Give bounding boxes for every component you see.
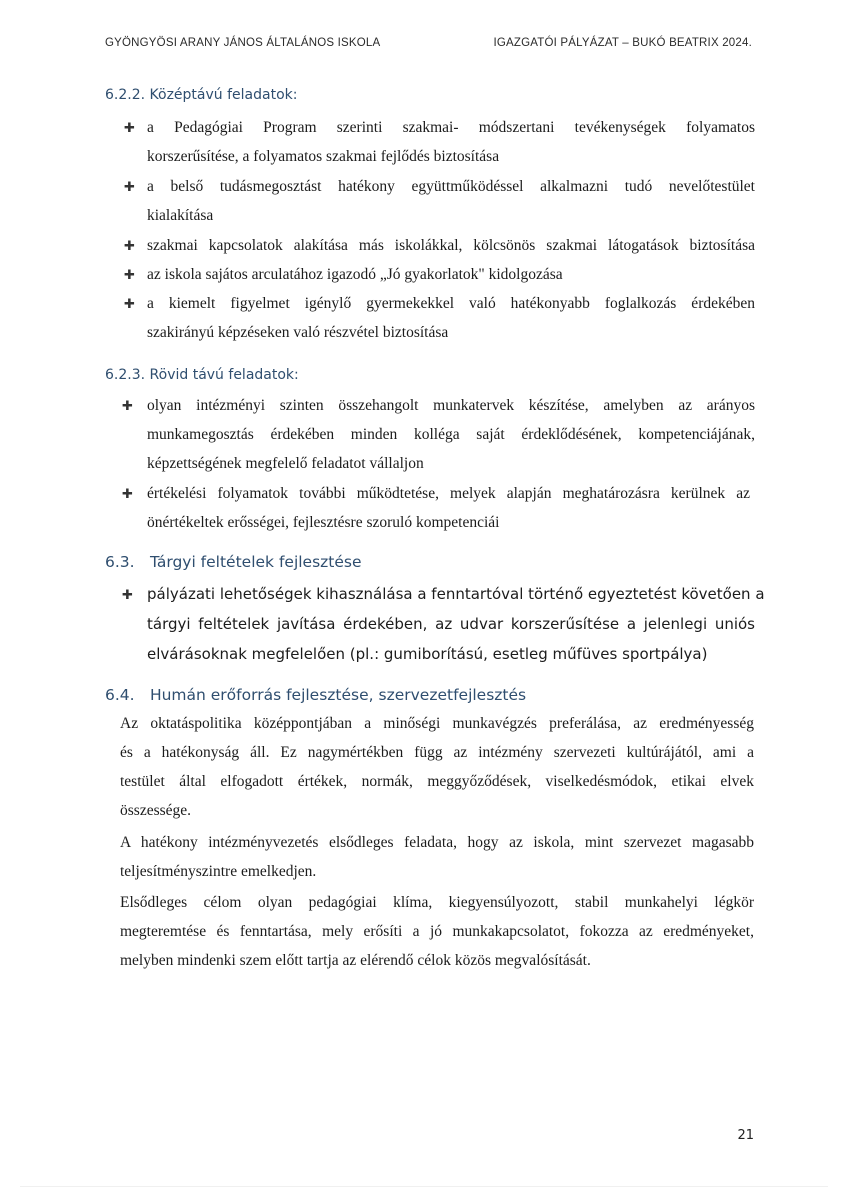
list-item-line: szakirányú képzéseken való részvétel biztosítása <box>147 324 449 341</box>
section-title: Középtávú feladatok: <box>149 87 298 103</box>
paragraph-line: A hatékony intézményvezetés elsődleges feladata, hogy az iskola, mint szervezet magasabb <box>120 834 754 851</box>
header-document-title: IGAZGATÓI PÁLYÁZAT – BUKÓ BEATRIX 2024. <box>493 37 752 49</box>
section-heading-6-4 <box>105 686 526 704</box>
paragraph-line: Az oktatáspolitika középpontjában a minőségi munkavégzés preferálása, az eredményesség <box>120 715 754 732</box>
list-item-line: kialakítása <box>147 207 214 224</box>
list-item-line: munkamegosztás érdekében minden kolléga saját érdeklődésének, kompetenciájának, <box>147 426 755 443</box>
paragraph-line: melyben mindenki szem előtt tartja az elérendő célok közös megvalósítását. <box>120 952 591 969</box>
list-item-line: értékelési folyamatok további működtetése, melyek alapján meghatározásra kerülnek az <box>147 485 750 502</box>
bullet-icon: ✚ <box>122 399 133 414</box>
list-item-line: az iskola sajátos arculatához igazodó „Jó gyakorlatok" kidolgozása <box>147 266 563 283</box>
list-item-line: képzettségének megfelelő feladatot vállaljon <box>147 455 424 472</box>
list-item-line: szakmai kapcsolatok alakítása más iskolákkal, kölcsönös szakmai látogatások biztosítása <box>147 237 755 254</box>
list-item-line: korszerűsítése, a folyamatos szakmai fejlődés biztosítása <box>147 148 500 165</box>
page-header <box>105 37 752 55</box>
section-number: 6.3. <box>105 553 135 571</box>
paragraph-line: testület által elfogadott értékek, normák, meggyőződések, viselkedésmódok, etikai elvek <box>120 773 754 790</box>
paragraph-line: és a hatékonyság áll. Ez nagymértékben függ az intézmény szervezeti kultúrájától, ami a <box>120 744 754 761</box>
bullet-icon: ✚ <box>124 297 135 312</box>
list-item-line: a Pedagógiai Program szerinti szakmai- módszertani tevékenységek folyamatos <box>147 119 755 136</box>
list-item-line: önértékeltek erősségei, fejlesztésre szoruló kompetenciái <box>147 514 500 531</box>
section-heading-6-2-3 <box>105 367 299 383</box>
section-heading-6-3 <box>105 553 362 571</box>
list-item-line: elvárásoknak megfelelően (pl.: gumiborítású, esetleg műfüves sportpálya) <box>147 645 708 663</box>
bullet-icon: ✚ <box>122 588 133 603</box>
bullet-icon: ✚ <box>124 121 135 136</box>
section-title: Rövid távú feladatok: <box>149 367 299 383</box>
section-title: Tárgyi feltételek fejlesztése <box>149 553 362 571</box>
list-item-line: olyan intézményi szinten összehangolt munkatervek készítése, amelyben az arányos <box>147 397 755 414</box>
section-number: 6.2.2. <box>105 87 146 103</box>
paragraph-line: megteremtése és fenntartása, mely erősíti a jó munkakapcsolatot, fokozza az eredményeket, <box>120 923 754 940</box>
page-number: 21 <box>737 1128 754 1143</box>
section-title: Humán erőforrás fejlesztése, szervezetfejlesztés <box>149 686 527 704</box>
bullet-icon: ✚ <box>124 239 135 254</box>
paragraph-line: összessége. <box>120 802 192 819</box>
bullet-icon: ✚ <box>124 180 135 195</box>
list-item-line: pályázati lehetőségek kihasználása a fenntartóval történő egyeztetést követően a <box>147 585 765 603</box>
header-school-name: GYÖNGYÖSI ARANY JÁNOS ÁLTALÁNOS ISKOLA <box>105 37 381 49</box>
section-number: 6.2.3. <box>105 367 146 383</box>
list-item-line: a kiemelt figyelmet igénylő gyermekekkel való hatékonyabb foglalkozás érdekében <box>147 295 755 312</box>
bullet-icon: ✚ <box>122 487 133 502</box>
section-number: 6.4. <box>105 686 135 704</box>
scan-edge-divider <box>20 1186 828 1187</box>
paragraph-line: Elsődleges célom olyan pedagógiai klíma, kiegyensúlyozott, stabil munkahelyi légkör <box>120 894 754 911</box>
section-heading-6-2-2 <box>105 87 297 103</box>
paragraph-line: teljesítményszintre emelkedjen. <box>120 863 317 880</box>
bullet-icon: ✚ <box>124 268 135 283</box>
list-item-line: tárgyi feltételek javítása érdekében, az udvar korszerűsítése a jelenlegi uniós <box>147 615 755 633</box>
list-item-line: a belső tudásmegosztást hatékony együttműködéssel alkalmazni tudó nevelőtestület <box>147 178 755 195</box>
